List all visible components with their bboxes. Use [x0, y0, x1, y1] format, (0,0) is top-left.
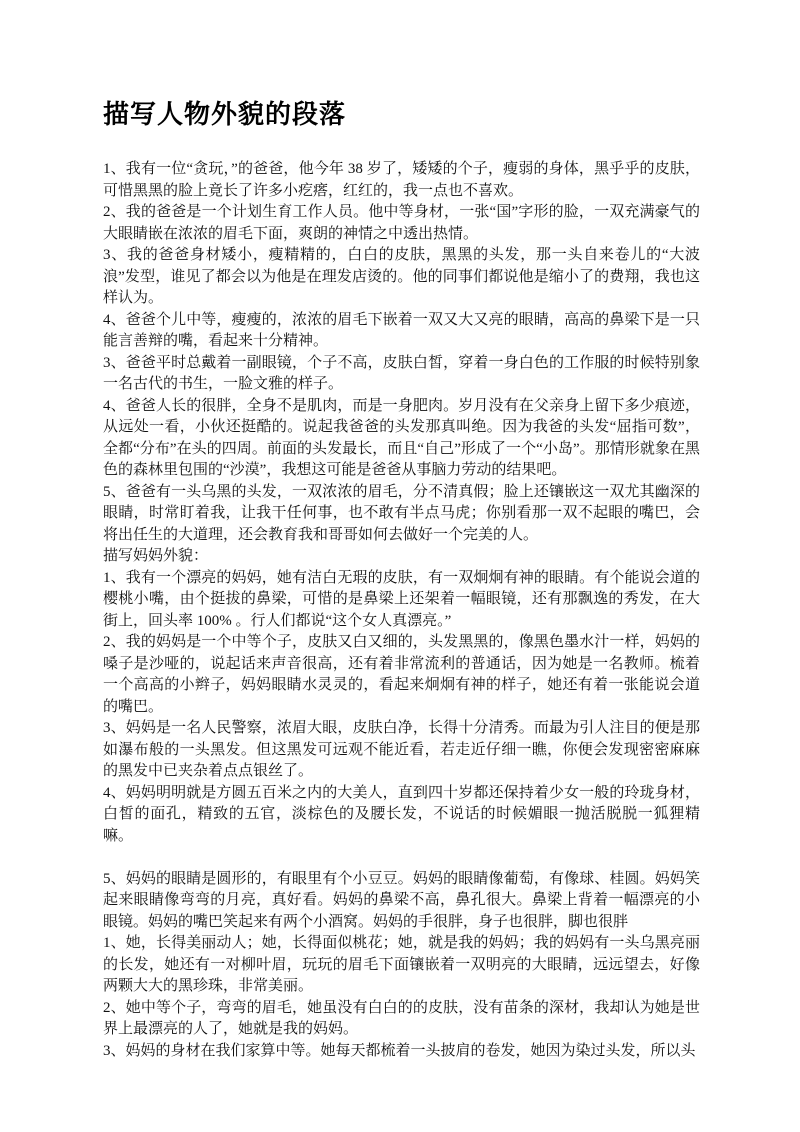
document-title: 描写人物外貌的段落 — [103, 100, 347, 129]
paragraph: 4、爸爸人长的很胖，全身不是肌肉，而是一身肥肉。岁月没有在父亲身上留下多少痕迹，从远处一看，小伙还挺酷的。说起我爸爸的头发那真叫绝。因为我爸的头发“屈指可数”，全都“分布”在头的四周。前面的头发最长，而且“自己”形成了一个“小岛”。那情形就象在黑色的森林里包围的“沙漠”，我想这可能是爸爸从事脑力劳动的结果吧。 — [103, 397, 700, 478]
paragraph: 1、我有一位“贪玩，”的爸爸，他今年 38 岁了，矮矮的个子，瘦弱的身体，黑乎乎的皮肤，可惜黑黑的脸上竟长了许多小疙瘩，红红的，我一点也不喜欢。 — [103, 161, 700, 199]
paragraph: 3、妈妈的身材在我们家算中等。她每天都梳着一头披肩的卷发，她因为染过头发，所以头 — [103, 1042, 696, 1059]
document-body — [103, 159, 700, 1062]
paragraph: 5、爸爸有一头乌黑的头发，一双浓浓的眉毛，分不清真假；脸上还镶嵌这一双尤其幽深的眼睛，时常盯着我，让我干任何事，也不敢有半点马虎；你别看那一双不起眼的嘴巴，会将出任生的大道理，还会教育我和哥哥如何去做好一个完美的人。 — [103, 483, 700, 543]
paragraph: 4、爸爸个儿中等，瘦瘦的，浓浓的眉毛下嵌着一双又大又亮的眼睛，高高的鼻梁下是一只能言善辩的嘴，看起来十分精神。 — [103, 311, 700, 349]
paragraph: 3、妈妈是一名人民警察，浓眉大眼，皮肤白净，长得十分清秀。而最为引人注目的便是那如瀑布般的一头黑发。但这黑发可远观不能近看，若走近仔细一瞧，你便会发现密密麻麻的黑发中已夹杂着点点银丝了。 — [103, 720, 700, 779]
paragraph: 5、妈妈的眼睛是圆形的，有眼里有个小豆豆。妈妈的眼睛像葡萄，有像球、桂圆。妈妈笑起来眼睛像弯弯的月亮，真好看。妈妈的鼻梁不高，鼻孔很大。鼻梁上背着一幅漂亮的小眼镜。妈妈的嘴巴笑起来有两个小酒窝。妈妈的手很胖，身子也很胖，脚也很胖 — [103, 870, 700, 930]
paragraph: 1、她，长得美丽动人；她，长得面似桃花；她，就是我的妈妈；我的妈妈有一头乌黑亮丽的长发，她还有一对柳叶眉，玩玩的眉毛下面镶嵌着一双明亮的大眼睛，远远望去，好像两颗大大的黑珍珠，非常美丽。 — [103, 935, 700, 994]
paragraph: 3、爸爸平时总戴着一副眼镜，个子不高，皮肤白皙，穿着一身白色的工作服的时候特别象一名古代的书生，一脸文雅的样子。 — [103, 354, 700, 392]
paragraph: 3、我的爸爸身材矮小，瘦精精的，白白的皮肤，黑黑的头发，那一头自来卷儿的“大波浪”发型，谁见了都会以为他是在理发店烫的。他的同事们都说他是缩小了的费翔，我也这样认为。 — [103, 247, 700, 306]
paragraph: 2、我的妈妈是一个中等个子，皮肤又白又细的，头发黑黑的，像黑色墨水汁一样，妈妈的嗓子是沙哑的，说起话来声音很高，还有着非常流利的普通话，因为她是一名教师。梳着一个高高的小辫子，妈妈眼睛水灵灵的，看起来炯炯有神的样子，她还有着一张能说会道的嘴巴。 — [103, 634, 700, 715]
section-heading: 描写妈妈外貌： — [103, 548, 209, 564]
paragraph: 2、她中等个子，弯弯的眉毛，她虽没有白白的的皮肤，没有苗条的深材，我却认为她是世界上最漂亮的人了，她就是我的妈妈。 — [103, 999, 700, 1037]
paragraph: 4、妈妈明明就是方圆五百米之内的大美人，直到四十岁都还保持着少女一般的玲珑身材，白皙的面孔，精致的五官，淡棕色的及腰长发，不说话的时候媚眼一抛活脱脱一狐狸精嘛。 — [103, 784, 700, 844]
blank-line — [103, 847, 700, 869]
paragraph: 1、我有一个漂亮的妈妈，她有洁白无瑕的皮肤，有一双炯炯有神的眼睛。有个能说会道的樱桃小嘴，由个挺拔的鼻梁，可惜的是鼻梁上还架着一幅眼镜，还有那飘逸的秀发，在大街上，回头率 100% 。行人们都说“这个女人真漂亮。” — [103, 569, 700, 629]
paragraph: 2、我的爸爸是一个计划生育工作人员。他中等身材，一张“国”字形的脸，一双充满豪气的大眼睛嵌在浓浓的眉毛下面，爽朗的神情之中透出热情。 — [103, 204, 700, 242]
